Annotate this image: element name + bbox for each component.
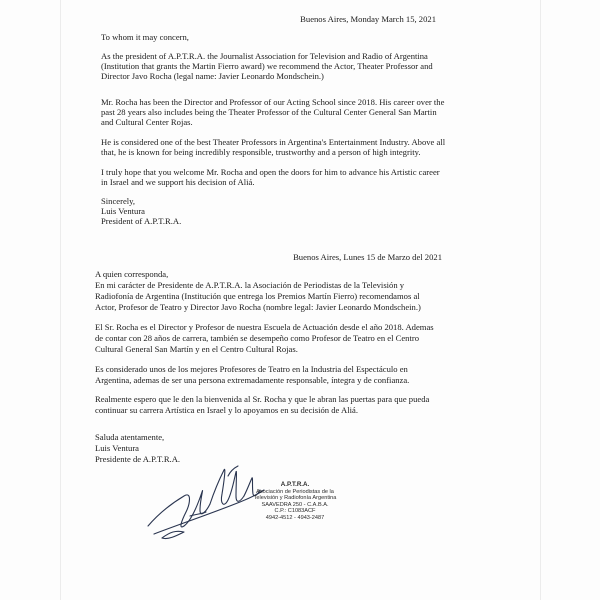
stamp-line: SAAVEDRA 250 - C.A.B.A.: [261, 501, 329, 508]
spanish-p1-line2: Radiofonía de Argentina (Institución que entrega los Premios Martín Fierro) recomendamos al: [95, 291, 420, 301]
spanish-greeting: A quien corresponda,: [95, 269, 169, 279]
stamp-title: A.P.T.R.A.: [280, 481, 310, 488]
spanish-p2-line3: Cultural General San Martín y en el Centro Cultural Rojas.: [95, 344, 298, 354]
scan-edge-right: [540, 0, 541, 600]
english-p2-line2: past 28 years also includes being the Theater Professor of the Cultural Center General San Martin: [101, 107, 437, 117]
spanish-p2-line2: de contar con 28 años de carrera, también se desempeño como Profesor de Teatro en el Centro: [95, 333, 420, 343]
stamp-line: C.P.: C1083ACF: [274, 508, 316, 515]
english-closing: Sincerely,: [101, 196, 136, 206]
english-p3-line1: He is considered one of the best Theater Professors in Argentina's Entertainment Industry. Above all: [101, 137, 446, 147]
aptra-stamp: [230, 482, 360, 522]
english-p4-line2: in Israel and we support his decision of Aliá.: [101, 177, 255, 187]
spanish-p3-line1: Es considerado unos de los mejores Profesores de Teatro en la Industria del Espectáculo en: [95, 364, 408, 374]
english-p1-line2: (Institution that grants the Martin Fierro award) we recommend the Actor, Theater Professor and: [101, 61, 433, 71]
spanish-p1-line3: Actor, Profesor de Teatro y Director Javo Rocha (nombre legal: Javier Leonardo Mondschein.): [95, 302, 421, 312]
spanish-signer-name: Luis Ventura: [95, 443, 139, 453]
english-p4-line1: I truly hope that you welcome Mr. Rocha and open the doors for him to advance his Artistic career: [101, 167, 440, 177]
stamp-line: Asociación de Periodistas de la: [256, 488, 334, 495]
english-signer-title: President of A.P.T.R.A.: [101, 216, 182, 226]
english-p1-line3: Director Javo Rocha (legal name: Javier Leonardo Mondschein.): [101, 71, 324, 81]
spanish-p2-line1: El Sr. Rocha es el Director y Profesor de nuestra Escuela de Actuación desde el año 2018. Ademas: [95, 322, 434, 332]
english-p1-line1: As the president of A.P.T.R.A. the Journalist Association for Television and Radio of Argentina: [101, 51, 428, 61]
english-p2-line3: and Cultural Center Rojas.: [101, 117, 193, 127]
english-greeting: To whom it may concern,: [101, 32, 189, 42]
stamp-line: Televisión y Radiofonía Argentina: [253, 495, 337, 502]
english-date: Buenos Aires, Monday March 15, 2021: [300, 14, 436, 24]
english-p3-line2: that, he is known for being incredibly responsible, trustworthy and a person of high integrity.: [101, 147, 421, 157]
scan-edge-left: [60, 0, 61, 600]
spanish-p3-line2: Argentina, ademas de ser una persona extremadamente responsable, íntegra y de confianza.: [95, 375, 410, 385]
spanish-closing: Saluda atentamente,: [95, 432, 165, 442]
spanish-p4-line2: continuar su carrera Artística en Israel y lo apoyamos en su decisión de Aliá.: [95, 405, 358, 415]
spanish-signer-title: Presidente de A.P.T.R.A.: [95, 454, 181, 464]
spanish-p1-line1: En mi carácter de Presidente de A.P.T.R.A. la Asociación de Periodistas de la Televisión y: [95, 280, 405, 290]
stamp-line: 4942-4512 - 4943-2487: [265, 514, 325, 521]
spanish-date: Buenos Aires, Lunes 15 de Marzo del 2021: [293, 252, 442, 262]
english-p2-line1: Mr. Rocha has been the Director and Professor of our Acting School since 2018. His career over the: [101, 97, 445, 107]
english-signer-name: Luis Ventura: [101, 206, 145, 216]
spanish-p4-line1: Realmente espero que le den la bienvenida al Sr. Rocha y que le abran las puertas para que pueda: [95, 394, 430, 404]
